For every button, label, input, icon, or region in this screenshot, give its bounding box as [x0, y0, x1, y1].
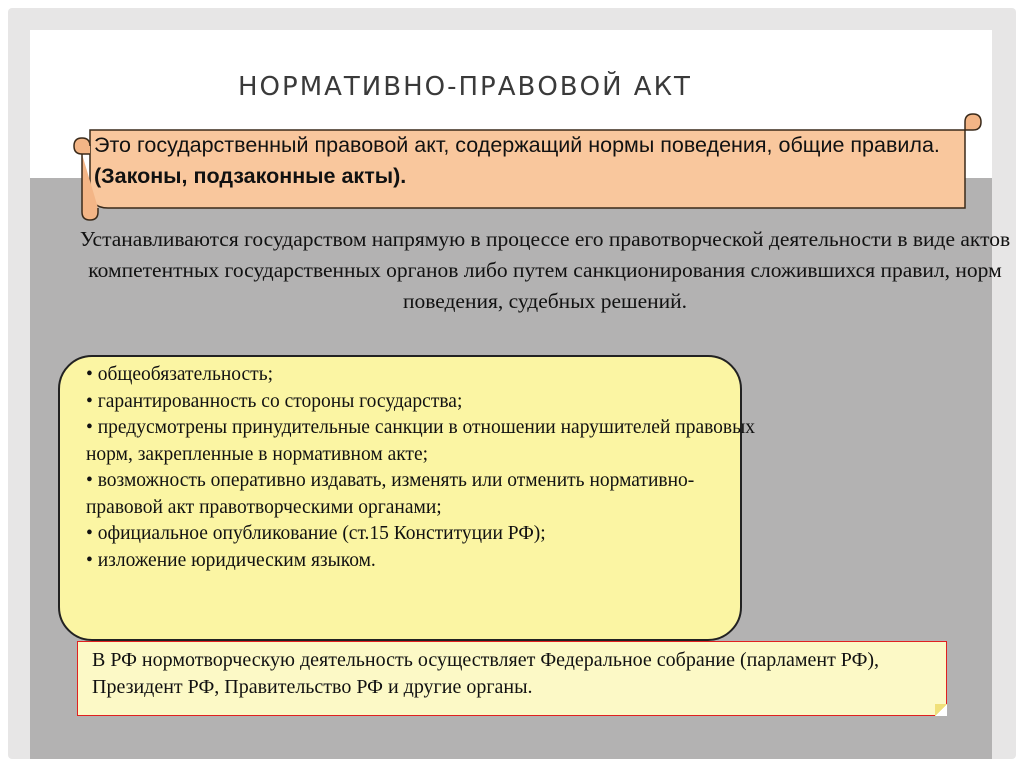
establishment-text: Устанавливаются государством напрямую в процессе его правотворческой деятельности в виде актов компетентных государственных органов либо путем санкционирования сложившихся правил, норм поведения, судебных решений. [79, 227, 1011, 313]
features-list-item: • изложение юридическим языком. [86, 549, 376, 571]
definition-text [94, 130, 964, 192]
features-list-item: • возможность оперативно издавать, изменять или отменить нормативно-правовой акт правотворческими органами; [86, 470, 695, 518]
features-list-item: • официальное опубликование (ст.15 Конституции РФ); [86, 523, 546, 545]
slide-title: НОРМАТИВНО-ПРАВОВОЙ АКТ [238, 72, 692, 102]
definition-examples: (Законы, подзаконные акты). [94, 164, 407, 189]
note-folded-corner [935, 704, 947, 716]
features-list-item: • общеобязательность; [86, 364, 274, 385]
note-text: В РФ нормотворческую деятельность осуществляет Федеральное собрание (парламент РФ), Президент РФ, Правительство РФ и другие органы. [92, 649, 880, 699]
definition-scroll [70, 112, 982, 224]
features-list-item: • гарантированность со стороны государства; [86, 390, 463, 412]
features-list-item: • предусмотрены принудительные санкции в отношении нарушителей правовых норм, закрепленные в нормативном акте; [86, 417, 755, 465]
note-box [77, 641, 947, 716]
definition-main: Это государственный правовой акт, содержащий нормы поведения, общие правила. [94, 133, 940, 157]
features-list [86, 362, 766, 574]
